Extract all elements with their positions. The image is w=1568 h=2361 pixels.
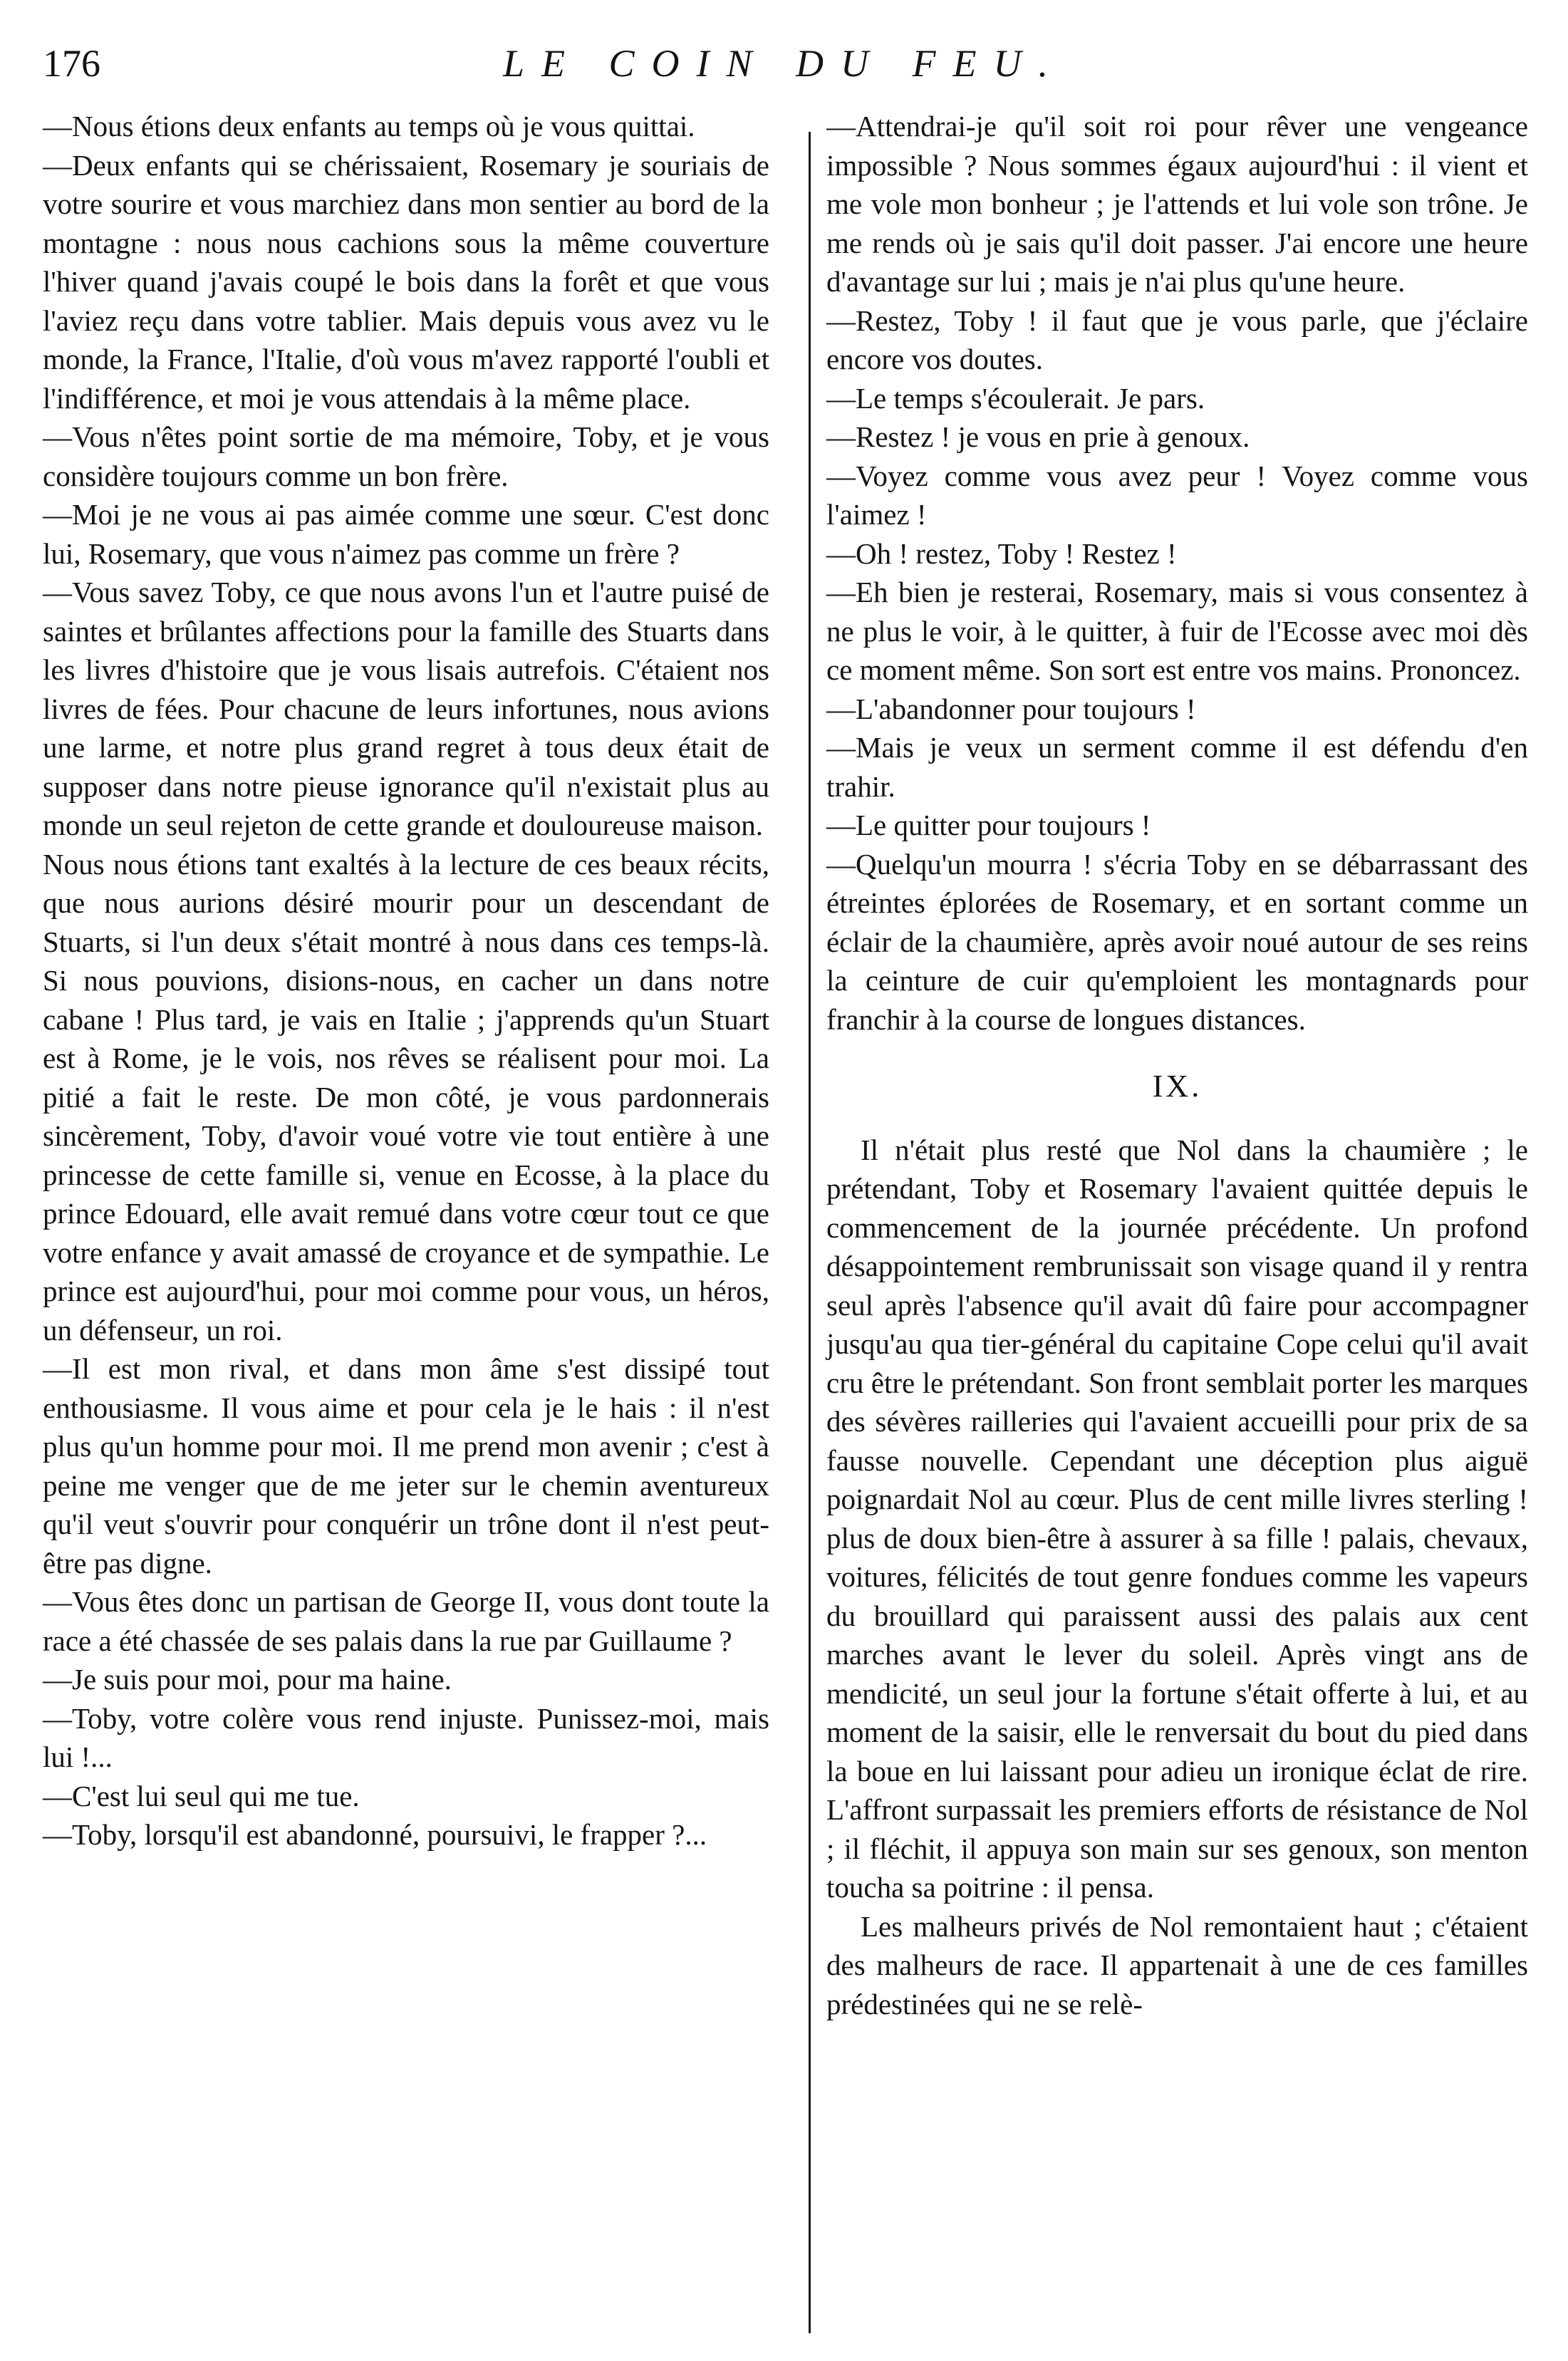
page-header xyxy=(43,34,1525,91)
paragraph: Les malheurs privés de Nol remontaient haut ; c'étaient des malheurs de race. Il appartenait à une de ces familles prédestinées qui ne se relè- xyxy=(826,1909,1528,2020)
paragraph: —Il est mon rival, et dans mon âme s'est dissipé tout enthousiasme. Il vous aime et pour cela je le hais : il n'est plus qu'un homme pour moi. Il me prend mon avenir ; c'est à peine me venger que de me jeter sur le chemin aventureux qu'il veut s'ouvrir pour conquérir un trône dont il n'est peut-être pas digne. xyxy=(43,1352,769,1579)
paragraph: —Eh bien je resterai, Rosemary, mais si vous consentez à ne plus le voir, à le quitter, à fuir de l'Ecosse avec moi dès ce moment même. Son sort est entre vos mains. Prononcez. xyxy=(826,576,1528,686)
paragraph: Nous nous étions tant exaltés à la lecture de ces beaux récits, que nous aurions désiré mourir pour un descendant de Stuarts, si l'un deux s'était montré à nous dans ces temps-là. Si nous pouvions, disions-nous, en cacher un dans notre cabane ! Plus tard, je vais en Italie ; j'apprends qu'un Stuart est à Rome, je le vois, nos rêves se réalisent pour moi. La pitié a fait le reste. De mon côté, je vous pardonnerais sincèrement, Toby, d'avoir voué votre vie tout entière à une princesse de cette famille si, venue en Ecosse, à la place du prince Edouard, elle avait remué dans votre cœur tout ce que votre enfance y avait amassé de croyance et de sympathie. Le prince est aujourd'hui, pour moi comme pour vous, un héros, un défenseur, un roi. xyxy=(43,847,769,1346)
page-number: 176 xyxy=(43,42,100,85)
column-divider xyxy=(809,132,811,2333)
paragraph: —Vous savez Toby, ce que nous avons l'un et l'autre puisé de saintes et brûlantes affections pour la famille des Stuarts dans les livres d'histoire que je vous lisais autrefois. C'étaient nos livres de fées. Pour chacune de leurs infortunes, nous avions une larme, et notre plus grand regret à tous deux était de supposer dans notre pieuse ignorance qu'il n'existait plus au monde un seul rejeton de cette grande et douloureuse maison. xyxy=(43,576,769,841)
paragraph: —Voyez comme vous avez peur ! Voyez comme vous l'aimez ! xyxy=(826,459,1528,531)
paragraph: —Nous étions deux enfants au temps où je vous quittai. xyxy=(43,110,695,142)
paragraph: —L'abandonner pour toujours ! xyxy=(826,692,1196,725)
paragraph: —Attendrai-je qu'il soit roi pour rêver une vengeance impossible ? Nous sommes égaux aujourd'hui : il vient et me vole mon bonheur ; je l'attends et lui vole son trône. Je me rends où je sais qu'il doit passer. J'ai encore une heure d'avantage sur lui ; mais je n'ai plus qu'une heure. xyxy=(826,110,1528,298)
paragraph: —Deux enfants qui se chérissaient, Rosemary je souriais de votre sourire et vous marchiez dans mon sentier au bord de la montagne : nous nous cachions sous la même couverture l'hiver quand j'avais coupé le bois dans la forêt et que vous l'aviez reçu dans votre tablier. Mais depuis vous avez vu le monde, la France, l'Italie, d'où vous m'avez rapporté l'oubli et l'indifférence, et moi je vous attendais à la même place. xyxy=(43,148,769,415)
left-column xyxy=(43,107,769,1854)
paragraph: —Je suis pour moi, pour ma haine. xyxy=(43,1663,452,1696)
paragraph: —Toby, votre colère vous rend injuste. Punissez-moi, mais lui !... xyxy=(43,1701,769,1773)
paragraph: —Vous n'êtes point sortie de ma mémoire, Toby, et je vous considère toujours comme un bon frère. xyxy=(43,420,769,492)
paragraph: —C'est lui seul qui me tue. xyxy=(43,1779,360,1812)
paragraph: —Vous êtes donc un partisan de George II, vous dont toute la race a été chassée de ses palais dans la rue par Guillaume ? xyxy=(43,1585,769,1657)
paragraph: —Mais je veux un serment comme il est défendu d'en trahir. xyxy=(826,731,1528,803)
paragraph: —Moi je ne vous ai pas aimée comme une sœur. C'est donc lui, Rosemary, que vous n'aimez pas comme un frère ? xyxy=(43,498,769,570)
paragraph: —Le quitter pour toujours ! xyxy=(826,809,1151,841)
section-heading: IX. xyxy=(1152,1069,1203,1104)
right-column xyxy=(826,107,1528,2023)
running-title: LE COIN DU FEU. xyxy=(503,42,1065,85)
paragraph: —Oh ! restez, Toby ! Restez ! xyxy=(826,536,1177,570)
paragraph: —Restez ! je vous en prie à genoux. xyxy=(826,420,1250,453)
paragraph: Il n'était plus resté que Nol dans la chaumière ; le prétendant, Toby et Rosemary l'avaient quittée depuis le commencement de la journée précédente. Un profond désappointement rembrunissait son visage quand il y rentra seul après l'absence qu'il avait dû faire pour accompagner jusqu'au qua tier-général du capitaine Cope celui qu'il avait cru être le prétendant. Son front semblait porter les marques des sévères railleries qui l'avaient accueilli pour prix de sa fausse nouvelle. Cependant une déception plus aiguë poignardait Nol au cœur. Plus de cent mille livres sterling ! plus de doux bien-être à assurer à sa fille ! palais, chevaux, voitures, félicités de tout genre fondues comme les vapeurs du brouillard qui paraissent aussi des palais aux cent marches avant le lever du soleil. Après vingt ans de mendicité, un seul jour la fortune s'était offerte à lui, et au moment de la saisir, elle le renversait du bout du pied dans la boue en lui laissant pour adieu un ironique éclat de rire. L'affront surpassait les premiers efforts de résistance de Nol ; il fléchit, il appuya son main sur ses genoux, son menton toucha sa poitrine : il pensa. xyxy=(826,1133,1528,1904)
paragraph: —Le temps s'écoulerait. Je pars. xyxy=(826,381,1205,415)
paragraph: —Restez, Toby ! il faut que je vous parle, que j'éclaire encore vos doutes. xyxy=(826,303,1528,375)
paragraph: —Toby, lorsqu'il est abandonné, poursuivi, le frapper ?... xyxy=(43,1818,707,1851)
paragraph: —Quelqu'un mourra ! s'écria Toby en se débarrassant des étreintes éplorées de Rosemary, et en sortant comme un éclair de la chaumière, après avoir noué autour de ses reins la ceinture de cuir qu'emploient les montagnards pour franchir à la course de longues distances. xyxy=(826,847,1528,1036)
